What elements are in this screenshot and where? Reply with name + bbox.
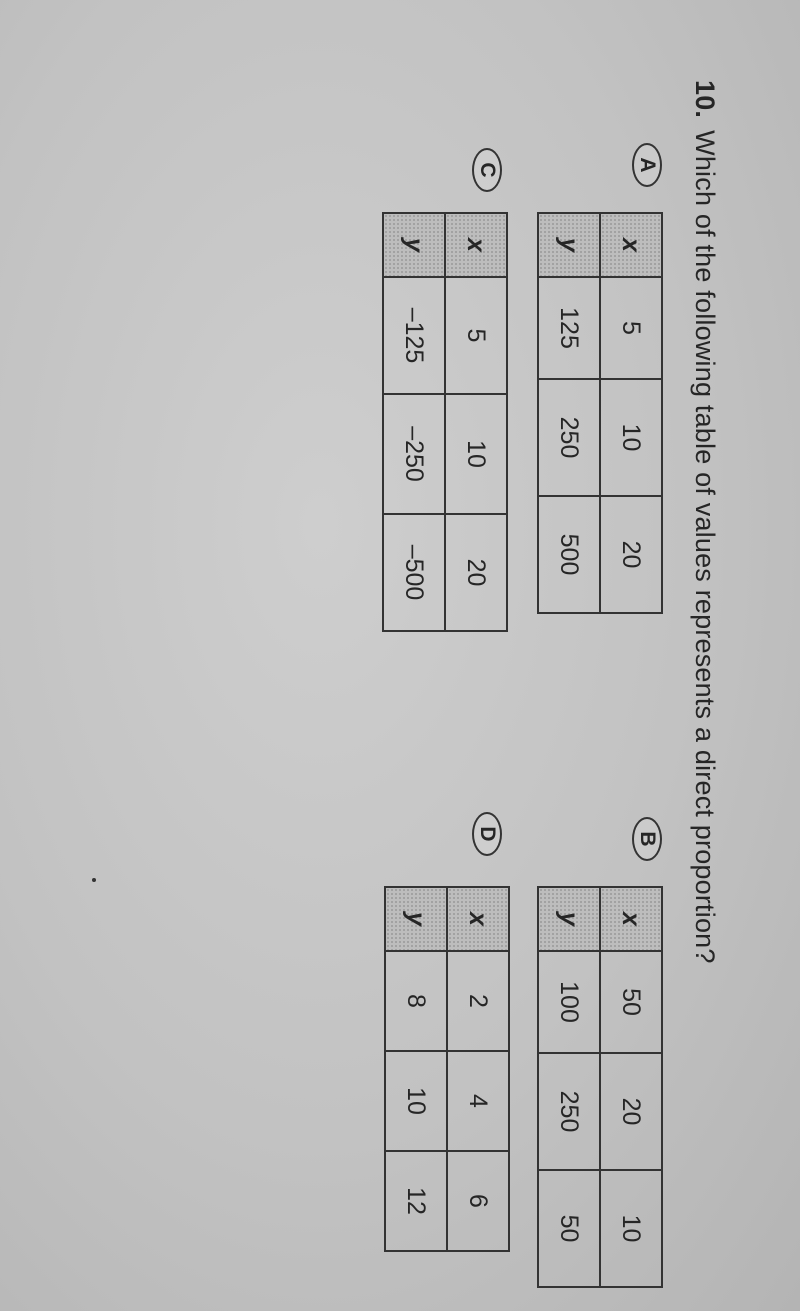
table-row (600, 213, 662, 613)
y-header: y (538, 887, 600, 951)
table-cell: 5 (600, 277, 662, 379)
y-header: y (538, 213, 600, 277)
table-cell: –250 (383, 394, 445, 514)
table-cell: 8 (385, 951, 447, 1051)
option-b-table (537, 886, 663, 1288)
table-cell: 2 (447, 951, 509, 1051)
table-cell: 10 (600, 1170, 662, 1287)
table-cell: 4 (447, 1051, 509, 1151)
table-cell: 20 (445, 514, 507, 631)
option-d-table (384, 886, 510, 1252)
table-row (383, 213, 445, 631)
table-row (385, 887, 447, 1251)
y-header: y (383, 213, 445, 277)
table-cell: 20 (600, 496, 662, 613)
question-prompt: Which of the following table of values represents a direct proportion? (690, 130, 720, 964)
x-header: x (445, 213, 507, 277)
option-a-table (537, 212, 663, 614)
y-header: y (385, 887, 447, 951)
table-cell: 100 (538, 951, 600, 1053)
question-text (689, 80, 720, 964)
table-row (538, 213, 600, 613)
table-cell: 6 (447, 1151, 509, 1251)
table-cell: 250 (538, 379, 600, 496)
table-cell: 250 (538, 1053, 600, 1170)
table-cell: 10 (600, 379, 662, 496)
table-cell: 12 (385, 1151, 447, 1251)
table-cell: 50 (538, 1170, 600, 1287)
table-cell: 10 (445, 394, 507, 514)
table-cell: 125 (538, 277, 600, 379)
option-a-badge[interactable]: A (632, 143, 662, 187)
table-cell: 10 (385, 1051, 447, 1151)
table-row (447, 887, 509, 1251)
x-header: x (600, 887, 662, 951)
x-header: x (600, 213, 662, 277)
option-b-badge[interactable]: B (632, 817, 662, 861)
option-c-table (382, 212, 508, 632)
option-c-badge[interactable]: C (472, 148, 502, 192)
table-cell: –500 (383, 514, 445, 631)
table-row (445, 213, 507, 631)
table-cell: 500 (538, 496, 600, 613)
x-header: x (447, 887, 509, 951)
table-cell: 5 (445, 277, 507, 394)
question-number: 10. (690, 80, 720, 119)
table-cell: –125 (383, 277, 445, 394)
paper-speck (92, 878, 96, 882)
table-cell: 20 (600, 1053, 662, 1170)
table-row (538, 887, 600, 1287)
table-row (600, 887, 662, 1287)
table-cell: 50 (600, 951, 662, 1053)
option-d-badge[interactable]: D (472, 812, 502, 856)
